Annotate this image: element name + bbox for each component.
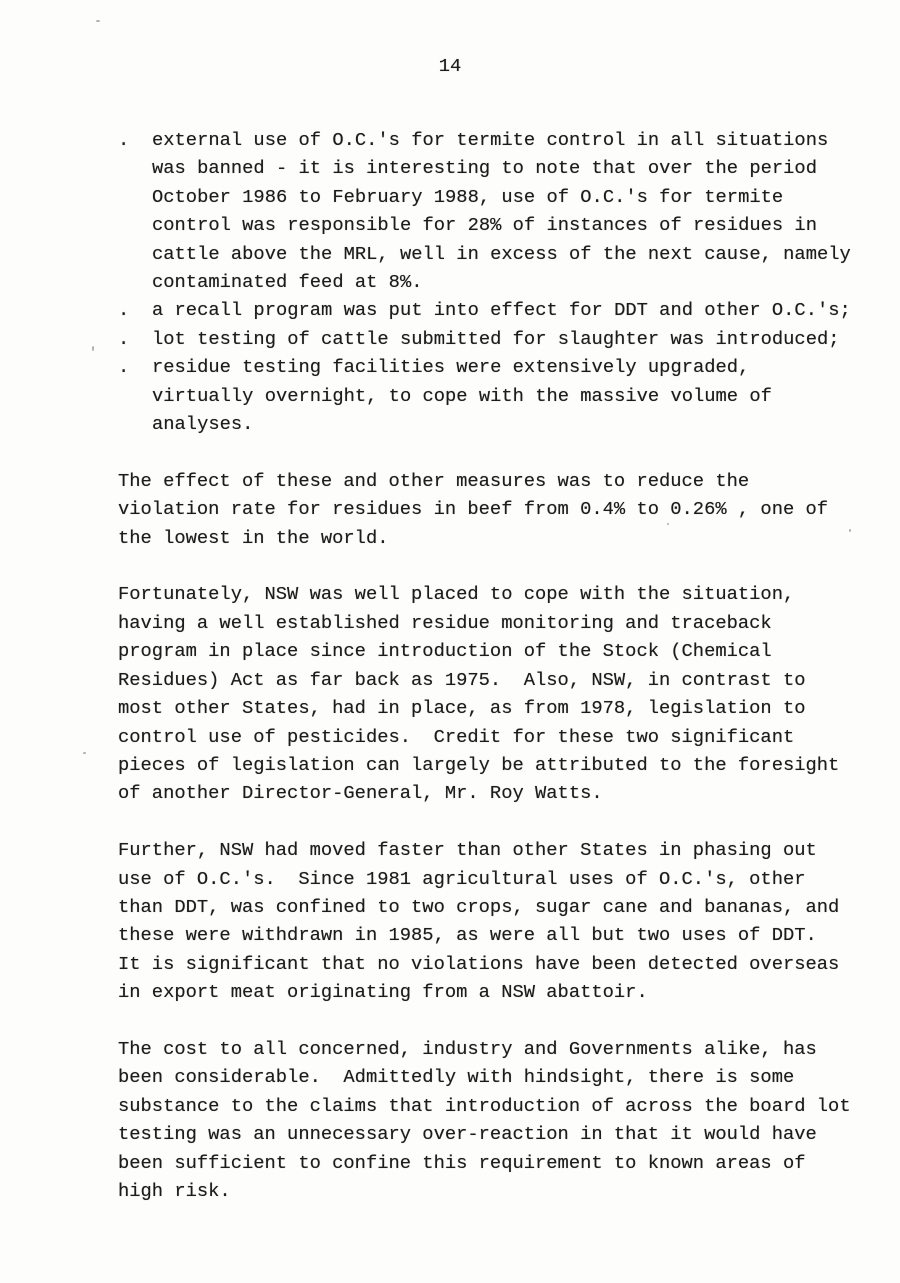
text-line: control use of pesticides. Credit for these two significant xyxy=(118,725,795,748)
bullet-dot-icon: . xyxy=(118,356,130,379)
text-line: analyses. xyxy=(152,413,254,436)
text-line: than DDT, was confined to two crops, sugar cane and bananas, and xyxy=(118,895,840,918)
text-line: Fortunately, NSW was well placed to cope with the situation, xyxy=(118,583,795,606)
text-line: contaminated feed at 8%. xyxy=(152,271,423,294)
text-line: virtually overnight, to cope with the massive volume of xyxy=(152,384,772,407)
paragraph-nsw-preparedness xyxy=(118,580,880,807)
bullet-dot-icon: . xyxy=(118,327,130,350)
text-line: program in place since introduction of the Stock (Chemical xyxy=(118,640,772,663)
text-line: control was responsible for 28% of instances of residues in xyxy=(152,214,817,237)
text-line: was banned - it is interesting to note that over the period xyxy=(152,157,817,180)
scan-artifact xyxy=(83,752,86,754)
text-line: these were withdrawn in 1985, as were all but two uses of DDT. xyxy=(118,924,817,947)
paragraph-phasing-out xyxy=(118,836,880,1006)
text-line: testing was an unnecessary over-reaction in that it would have xyxy=(118,1123,817,1146)
text-line: substance to the claims that introduction of across the board lot xyxy=(118,1094,851,1117)
text-line: in export meat originating from a NSW abattoir. xyxy=(118,981,648,1004)
text-line: high risk. xyxy=(118,1179,231,1202)
paragraph-cost xyxy=(118,1035,880,1205)
bullet-item-residue-facilities xyxy=(118,353,880,438)
text-line: of another Director-General, Mr. Roy Watts. xyxy=(118,782,603,805)
text-line: The effect of these and other measures was to reduce the xyxy=(118,469,750,492)
text-line: October 1986 to February 1988, use of O.C.'s for termite xyxy=(152,185,784,208)
text-line: a recall program was put into effect for DDT and other O.C.'s; xyxy=(152,299,851,322)
scan-artifact xyxy=(667,523,669,525)
text-line: cattle above the MRL, well in excess of the next cause, namely xyxy=(152,242,851,265)
bullet-item-termite-ban xyxy=(118,126,880,296)
text-line: lot testing of cattle submitted for slaughter was introduced; xyxy=(152,327,840,350)
text-line: pieces of legislation can largely be attributed to the foresight xyxy=(118,753,840,776)
text-line: the lowest in the world. xyxy=(118,526,389,549)
scan-artifact xyxy=(96,20,100,22)
document-content xyxy=(118,126,880,1205)
text-line: external use of O.C.'s for termite control in all situations xyxy=(152,129,829,151)
text-line: Residues) Act as far back as 1975. Also, NSW, in contrast to xyxy=(118,668,806,691)
bullet-item-recall-program xyxy=(118,296,880,324)
paragraph-effect-of-measures xyxy=(118,467,880,552)
bullet-dot-icon: . xyxy=(118,299,130,322)
scan-artifact xyxy=(92,346,94,351)
text-line: most other States, had in place, as from 1978, legislation to xyxy=(118,697,806,720)
text-line: The cost to all concerned, industry and Governments alike, has xyxy=(118,1037,817,1060)
text-line: been considerable. Admittedly with hindsight, there is some xyxy=(118,1066,795,1089)
text-line: residue testing facilities were extensively upgraded, xyxy=(152,356,750,379)
text-line: been sufficient to confine this requirement to known areas of xyxy=(118,1151,806,1174)
page-number: 14 xyxy=(438,55,462,77)
bullet-dot-icon: . xyxy=(118,129,130,151)
bullet-list xyxy=(118,126,880,438)
text-line: violation rate for residues in beef from 0.4% to 0.26% , one of xyxy=(118,498,829,521)
bullet-item-lot-testing xyxy=(118,325,880,353)
text-line: Further, NSW had moved faster than other States in phasing out xyxy=(118,839,817,862)
text-line: It is significant that no violations have been detected overseas xyxy=(118,952,840,975)
scan-artifact xyxy=(849,529,851,532)
text-line: use of O.C.'s. Since 1981 agricultural uses of O.C.'s, other xyxy=(118,867,806,890)
text-line: having a well established residue monitoring and traceback xyxy=(118,611,772,634)
